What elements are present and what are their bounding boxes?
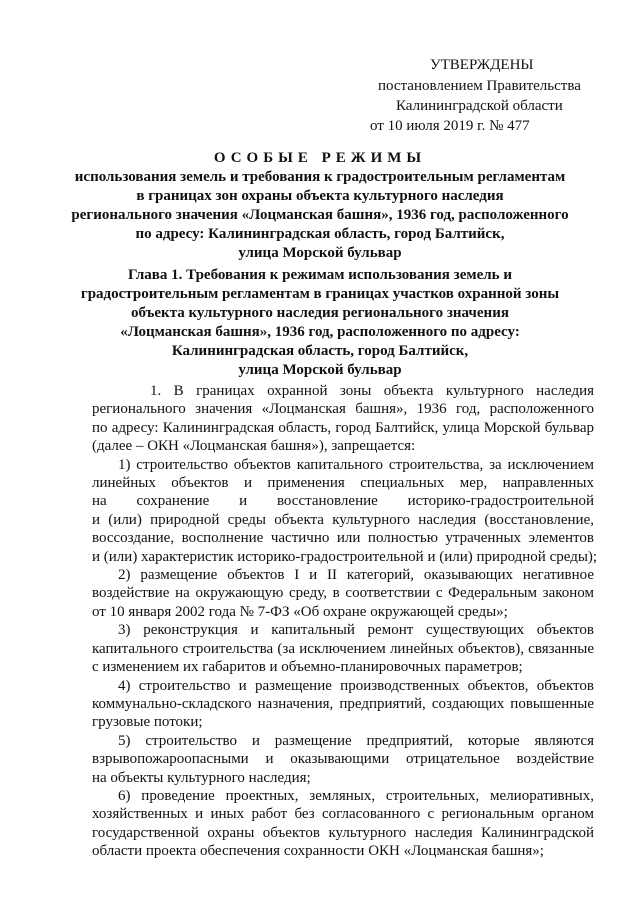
body-line: взрывопожароопасными и оказывающими отрицательное воздействие [92, 751, 594, 768]
list-item-2 [92, 566, 594, 621]
chapter-line: улица Морской бульвар [238, 362, 402, 378]
title-line: по адресу: Калининградская область, город Балтийск, [135, 226, 505, 242]
approval-decree-ref: от 10 июля 2019 г. № 477 [370, 118, 530, 134]
body-line: воздействие на окружающую среду, в соответствии с Федеральным законом [92, 585, 594, 602]
list-item-3 [92, 621, 594, 676]
body-line: от 10 января 2002 года № 7-ФЗ «Об охране окружающей среды»; [92, 603, 508, 620]
document-title [60, 149, 580, 263]
body-line: и (или) природной среды объекта культурного наследия (восстановление, [92, 511, 594, 528]
title-line: в границах зон охраны объекта культурного наследия [136, 188, 504, 204]
list-item-1 [92, 456, 598, 566]
body-line: 5) строительство и размещение предприятий, которые являются [118, 732, 594, 749]
body-line: 2) размещение объектов I и II категорий, оказывающих негативное [118, 567, 594, 584]
body-line: 3) реконструкция и капитальный ремонт существующих объектов [118, 622, 594, 639]
body-line: с изменением их габаритов и объемно-планировочных параметров; [92, 659, 523, 676]
body-line: по адресу: Калининградская область, город Балтийск, улица Морской бульвар [92, 419, 594, 436]
body-line: и (или) характеристик историко-градостроительной и (или) природной среды); [92, 548, 598, 565]
body-line: 4) строительство и размещение производственных объектов, объектов [118, 677, 594, 694]
list-item-4 [92, 677, 594, 732]
chapter-line: Калининградская область, город Балтийск, [171, 343, 469, 359]
document-body [92, 382, 598, 861]
body-line: 6) проведение проектных, земляных, строительных, мелиоративных, [118, 787, 594, 804]
list-item-5 [92, 732, 594, 787]
title-line: использования земель и требования к градостроительным регламентам [74, 169, 566, 185]
body-line: линейных объектов и применения специальных мер, направленных [92, 475, 594, 492]
body-line: области проекта обеспечения сохранности ОКН «Лоцманская башня»; [92, 843, 544, 860]
body-line: капитального строительства (за исключением линейных объектов), связанные [92, 640, 594, 657]
body-line: воссоздание, восполнение частично или полностью утраченных элементов [92, 530, 594, 547]
list-item-6 [92, 787, 594, 861]
body-line: коммунально-складского назначения, предприятий, создающих повышенные [92, 695, 594, 712]
body-line: государственной охраны объектов культурного наследия Калининградской [92, 824, 594, 841]
chapter-heading [60, 266, 580, 380]
title-line: улица Морской бульвар [238, 245, 402, 261]
approval-line-2: постановлением Правительства [378, 78, 581, 94]
body-line: на объекты культурного наследия; [92, 769, 311, 786]
paragraph-1 [92, 382, 594, 456]
chapter-line: Глава 1. Требования к режимам использования земель и [128, 267, 512, 283]
chapter-line: «Лоцманская башня», 1936 год, расположенного по адресу: [120, 324, 520, 340]
title-heading: ОСОБЫЕ РЕЖИМЫ [213, 150, 427, 166]
chapter-line: градостроительным регламентам в границах участков охранной зоны [80, 286, 560, 302]
chapter-line: объекта культурного наследия регионального значения [131, 305, 509, 321]
body-line: 1) строительство объектов капитального строительства, за исключением [118, 456, 594, 473]
approval-title: УТВЕРЖДЕНЫ [430, 57, 534, 73]
body-line: (далее – ОКН «Лоцманская башня»), запрещается: [92, 438, 416, 455]
body-line: грузовые потоки; [92, 714, 203, 731]
body-line: на сохранение и восстановление историко-градостроительной [92, 493, 594, 510]
body-line: регионального значения «Лоцманская башня», 1936 год, расположенного [92, 401, 594, 418]
approval-line-3: Калининградской области [396, 98, 563, 114]
body-line: хозяйственных и иных работ без согласованного с региональным органом [92, 806, 594, 823]
title-line: регионального значения «Лоцманская башня», 1936 год, расположенного [71, 207, 569, 223]
body-line: 1. В границах охранной зоны объекта культурного наследия [150, 383, 594, 399]
